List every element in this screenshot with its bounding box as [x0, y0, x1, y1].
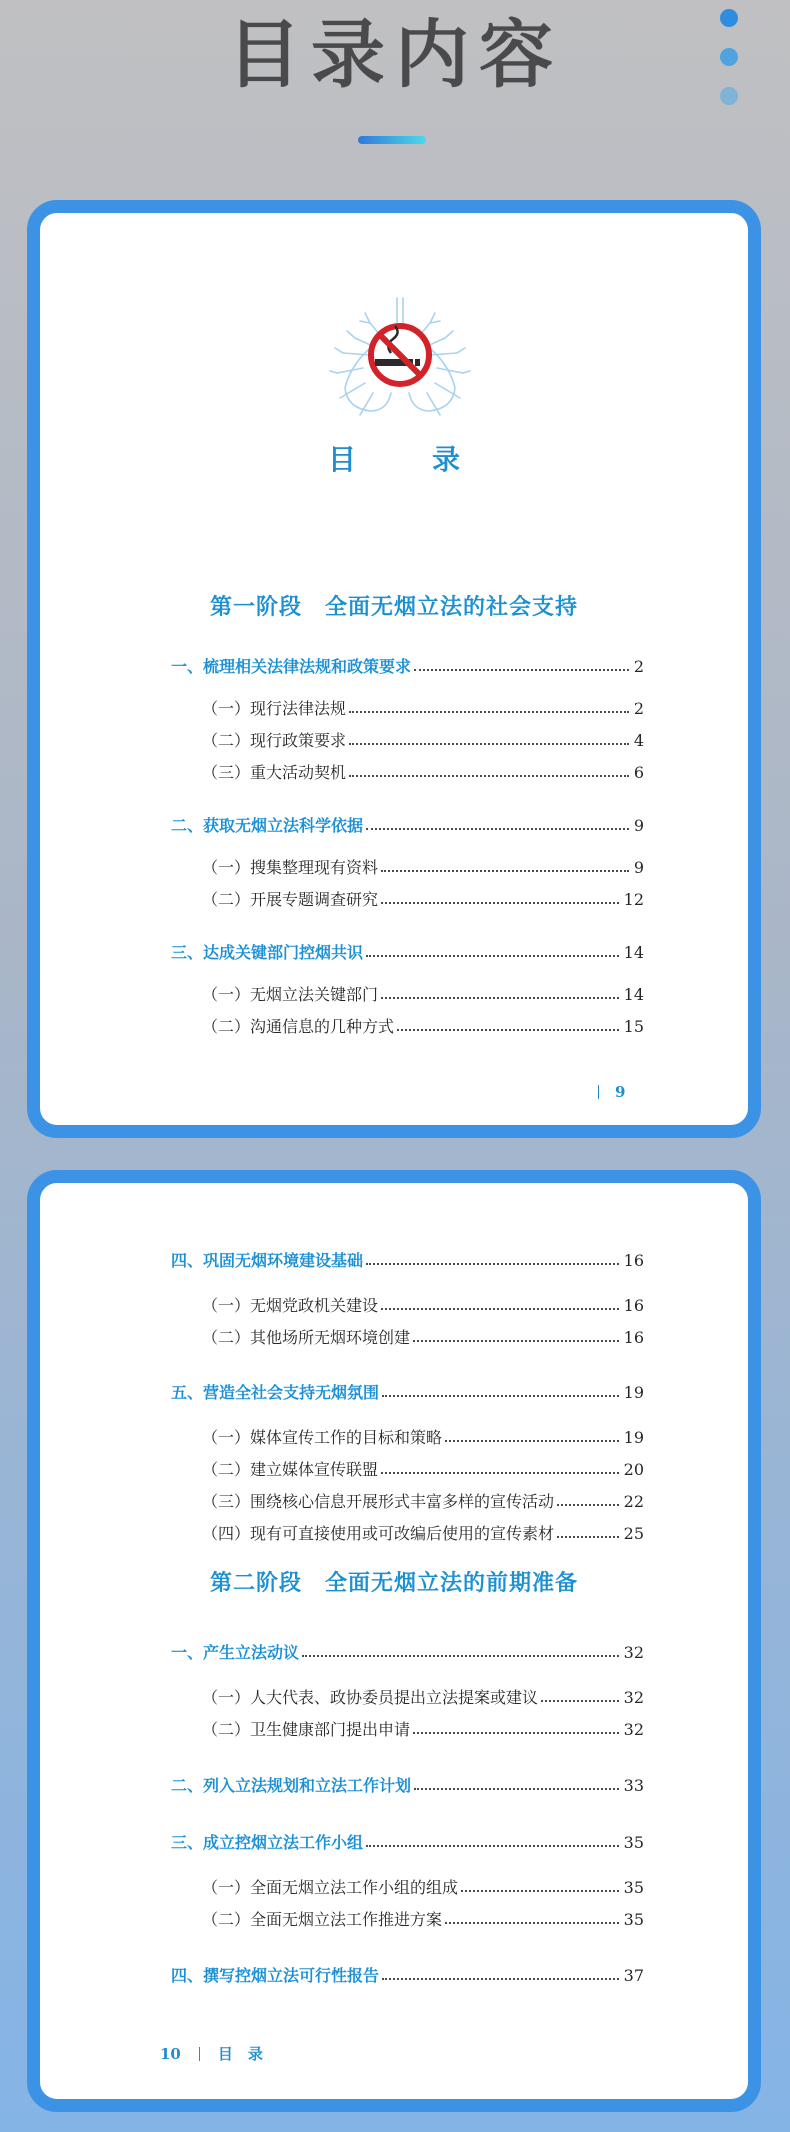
toc-entry[interactable]: （二）卫生健康部门提出申请 32: [202, 1720, 644, 1740]
toc-entry[interactable]: （一）无烟党政机关建设 16: [202, 1296, 644, 1316]
decor-dot: [720, 9, 738, 27]
toc-entry[interactable]: 一、梳理相关法律法规和政策要求 2: [171, 657, 644, 677]
toc-entry[interactable]: （二）开展专题调查研究 12: [202, 890, 644, 910]
stage-title: 第二阶段 全面无烟立法的前期准备: [209, 1570, 578, 1596]
page-number: 9: [598, 1083, 625, 1101]
toc-entry[interactable]: 三、达成关键部门控烟共识 14: [171, 943, 644, 963]
decor-dot: [720, 87, 738, 105]
toc-entry[interactable]: （三）围绕核心信息开展形式丰富多样的宣传活动 22: [202, 1492, 644, 1512]
title-underline: [358, 136, 426, 144]
toc-entry[interactable]: 三、成立控烟立法工作小组 35: [171, 1833, 644, 1853]
no-smoking-lungs-logo: [325, 293, 475, 423]
stage-title: 第一阶段 全面无烟立法的社会支持: [209, 594, 578, 620]
toc-page-2: [27, 1170, 761, 2112]
toc-heading: 目 录: [327, 443, 484, 476]
toc-entry[interactable]: （三）重大活动契机 6: [202, 763, 644, 783]
toc-entry[interactable]: 四、撰写控烟立法可行性报告 37: [171, 1966, 644, 1986]
toc-entry[interactable]: （一）无烟立法关键部门 14: [202, 985, 644, 1005]
toc-entry[interactable]: 一、产生立法动议 32: [171, 1643, 644, 1663]
toc-entry[interactable]: （二）沟通信息的几种方式 15: [202, 1017, 644, 1037]
toc-entry[interactable]: 四、巩固无烟环境建设基础 16: [171, 1251, 644, 1271]
decor-dot: [720, 48, 738, 66]
page-title: 目录内容: [227, 12, 563, 98]
toc-entry[interactable]: （一）搜集整理现有资料 9: [202, 858, 644, 878]
toc-entry[interactable]: （一）现行法律法规 2: [202, 699, 644, 719]
toc-entry[interactable]: （二）建立媒体宣传联盟 20: [202, 1460, 644, 1480]
toc-entry[interactable]: 二、列入立法规划和立法工作计划 33: [171, 1776, 644, 1796]
no-smoking-icon: [371, 326, 429, 384]
toc-entry[interactable]: （二）现行政策要求 4: [202, 731, 644, 751]
page-footer: 10 目 录: [160, 2045, 263, 2063]
toc-entry[interactable]: （二）其他场所无烟环境创建 16: [202, 1328, 644, 1348]
toc-entry[interactable]: （一）媒体宣传工作的目标和策略 19: [202, 1428, 644, 1448]
toc-entry[interactable]: （二）全面无烟立法工作推进方案 35: [202, 1910, 644, 1930]
toc-page-1: [27, 200, 761, 1138]
toc-entry[interactable]: （一）全面无烟立法工作小组的组成 35: [202, 1878, 644, 1898]
toc-entry[interactable]: （四）现有可直接使用或可改编后使用的宣传素材 25: [202, 1524, 644, 1544]
toc-entry[interactable]: （一）人大代表、政协委员提出立法提案或建议 32: [202, 1688, 644, 1708]
toc-entry[interactable]: 二、获取无烟立法科学依据 9: [171, 816, 644, 836]
toc-entry[interactable]: 五、营造全社会支持无烟氛围 19: [171, 1383, 644, 1403]
